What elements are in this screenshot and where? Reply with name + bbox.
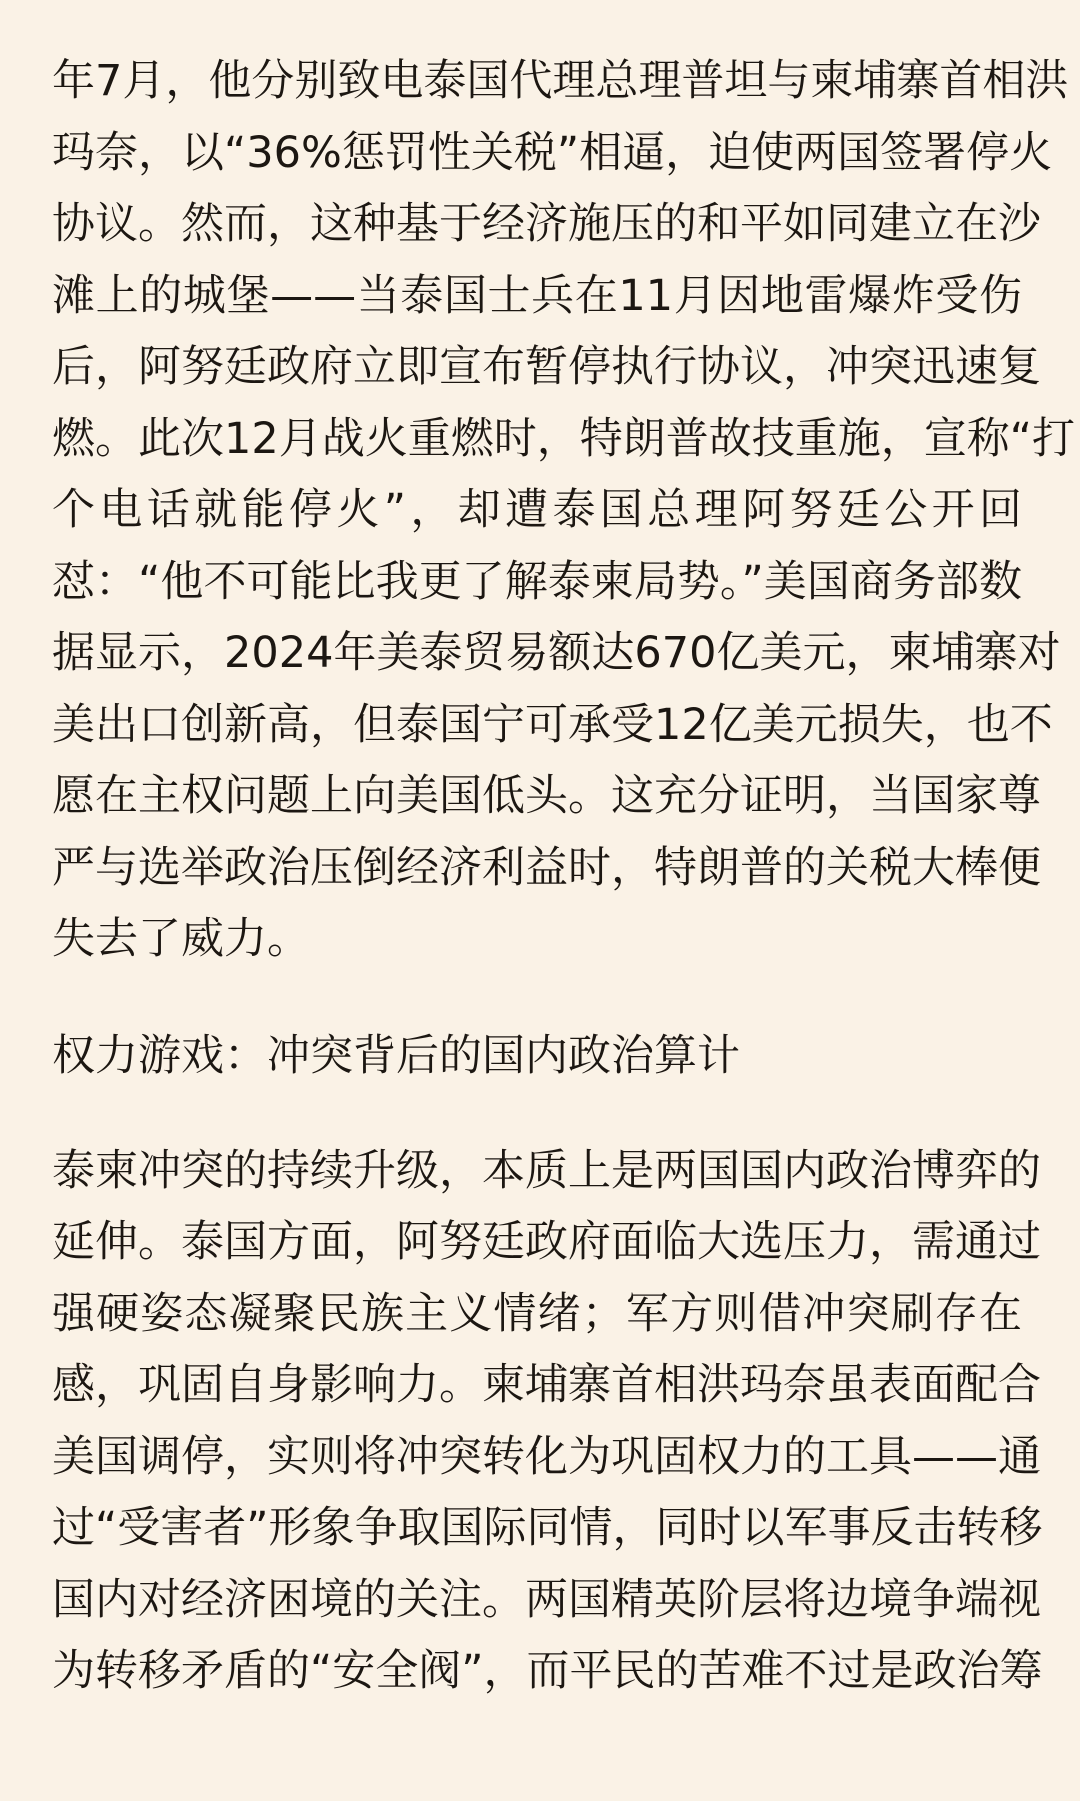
paragraph-line: 据显示，2024年美泰贸易额达670亿美元，柬埔寨对 (52, 628, 1061, 678)
paragraph-line: 滩上的城堡——当泰国士兵在11月因地雷爆炸受伤 (52, 271, 1022, 321)
paragraph-line: 为转移矛盾的“安全阀”，而平民的苦难不过是政治筹 (52, 1646, 1043, 1696)
paragraph-line: 延伸。泰国方面，阿努廷政府面临大选压力，需通过 (52, 1217, 1041, 1267)
paragraph-line: 过“受害者”形象争取国际同情，同时以军事反击转移 (52, 1503, 1043, 1553)
paragraph-line: 愿在主权问题上向美国低头。这充分证明，当国家尊 (52, 771, 1041, 821)
paragraph-line: 国内对经济困境的关注。两国精英阶层将边境争端视 (52, 1575, 1041, 1625)
paragraph-line: 后，阿努廷政府立即宣布暂停执行协议，冲突迅速复 (52, 342, 1041, 392)
paragraph-line: 年7月，他分别致电泰国代理总理普坦与柬埔寨首相洪 (52, 56, 1069, 106)
paragraph-line: 感，巩固自身影响力。柬埔寨首相洪玛奈虽表面配合 (52, 1360, 1041, 1410)
paragraph-line: 美出口创新高，但泰国宁可承受12亿美元损失，也不 (52, 700, 1053, 750)
paragraph-line: 燃。此次12月战火重燃时，特朗普故技重施，宣称“打 (52, 414, 1075, 464)
paragraph-line: 美国调停，实则将冲突转化为巩固权力的工具——通 (52, 1432, 1041, 1482)
paragraph-line: 泰柬冲突的持续升级，本质上是两国国内政治博弈的 (52, 1146, 1041, 1196)
section-heading: 权力游戏：冲突背后的国内政治算计 (52, 1031, 740, 1081)
paragraph-line: 怼：“他不可能比我更了解泰柬局势。”美国商务部数 (52, 557, 1022, 607)
paragraph-line: 玛奈，以“36%惩罚性关税”相逼，迫使两国签署停火 (52, 128, 1053, 178)
paragraph-line: 强硬姿态凝聚民族主义情绪；军方则借冲突刷存在 (52, 1289, 1022, 1339)
paragraph-line: 严与选举政治压倒经济利益时，特朗普的关税大棒便 (52, 843, 1041, 893)
paragraph-line: 个电话就能停火”，却遭泰国总理阿努廷公开回 (52, 485, 1022, 535)
paragraph-line: 失去了威力。 (52, 914, 310, 964)
paragraph-line: 协议。然而，这种基于经济施压的和平如同建立在沙 (52, 199, 1041, 249)
